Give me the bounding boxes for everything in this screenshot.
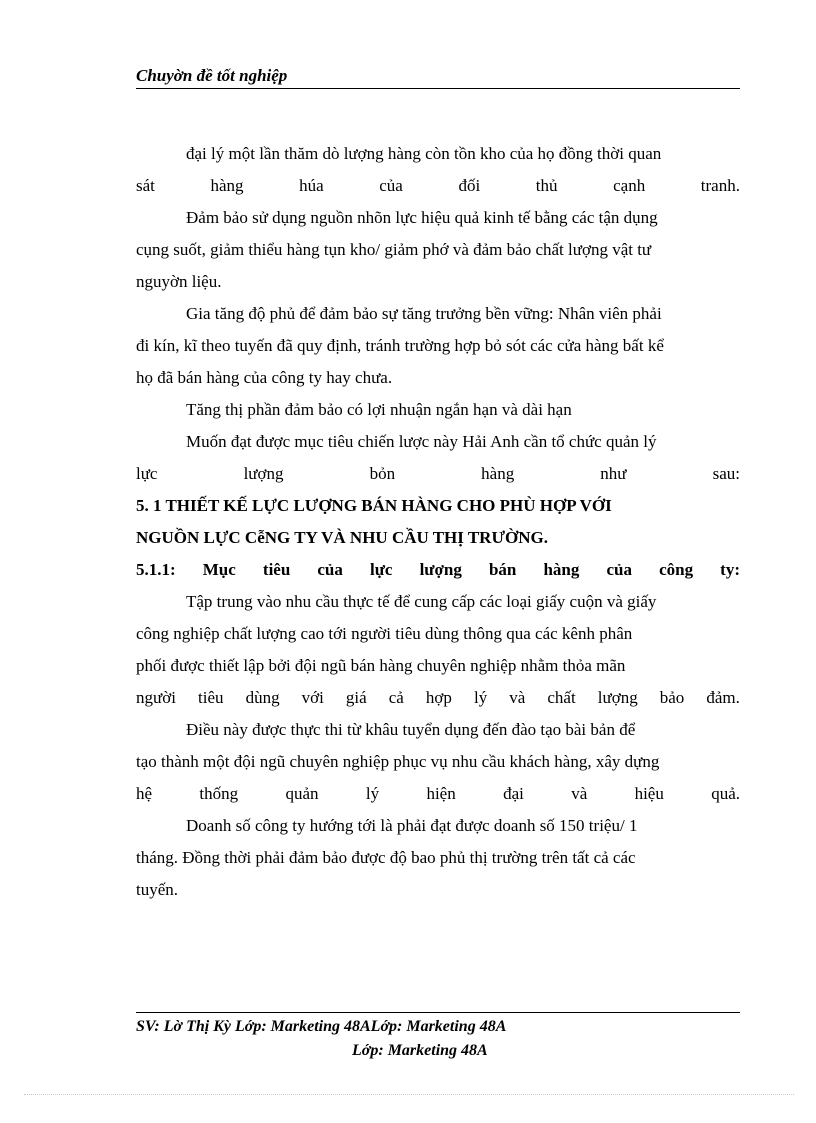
word: quả.	[711, 784, 740, 803]
word: chất	[547, 688, 576, 707]
word: lượng	[243, 464, 284, 483]
word: giá	[345, 688, 367, 707]
word: húa	[299, 176, 324, 195]
word: cả	[388, 688, 404, 707]
word: hiệu	[634, 784, 664, 803]
text-line: cụng suốt, giảm thiểu hàng tụn kho/ giảm phớ và đảm bảo chất lượng vật tư	[136, 240, 652, 259]
document-body	[136, 138, 740, 906]
text-line: Doanh số công ty hướng tới là phải đạt được doanh số 150 triệu/ 1	[186, 816, 638, 835]
page-header: Chuyờn đề tốt nghiệp	[136, 64, 740, 89]
word: lượng	[597, 688, 638, 707]
word: đại	[503, 784, 524, 803]
word: dùng	[245, 688, 280, 707]
justified-line	[136, 778, 740, 810]
word: thống	[199, 784, 239, 803]
text-line: Muốn đạt được mục tiêu chiến lược này Hải Anh cần tổ chức quản lý	[186, 432, 657, 451]
word: đảm.	[706, 688, 740, 707]
word: hợp	[425, 688, 452, 707]
word: như	[600, 464, 627, 483]
word: công	[659, 560, 694, 579]
word: Mục	[202, 560, 236, 579]
subsection-heading	[136, 554, 740, 586]
word: đối	[458, 176, 481, 195]
justified-line	[136, 170, 740, 202]
text-line: phối được thiết lập bởi đội ngũ bán hàng chuyên nghiệp nhằm thỏa mãn	[136, 656, 626, 675]
section-heading: NGUỒN LỰC CễNG TY VÀ NHU CẦU THỊ TRƯỜNG.	[136, 528, 548, 547]
word: tiêu	[198, 688, 224, 707]
word: với	[301, 688, 324, 707]
text-line: Gia tăng độ phủ để đảm bảo sự tăng trưởng bền vững: Nhân viên phải	[186, 304, 662, 323]
page-bottom-dotted-rule	[24, 1094, 794, 1095]
text-line: đại lý một lần thăm dò lượng hàng còn tồn kho của họ đồng thời quan	[186, 144, 662, 163]
word: sát	[136, 176, 155, 195]
word: hệ	[136, 784, 153, 803]
text-line: công nghiệp chất lượng cao tới người tiêu dùng thông qua các kênh phân	[136, 624, 633, 643]
word: bán	[488, 560, 517, 579]
text-line: tháng. Đồng thời phải đảm bảo được độ bao phủ thị trường trên tất cả các	[136, 848, 636, 867]
text-line: tạo thành một đội ngũ chuyên nghiệp phục vụ nhu cầu khách hàng, xây dựng	[136, 752, 660, 771]
text-line: Tăng thị phần đảm bảo có lợi nhuận ngắn hạn và dài hạn	[186, 400, 572, 419]
word: lực	[369, 560, 393, 579]
word: của	[317, 560, 343, 579]
text-line: đi kín, kĩ theo tuyến đã quy định, tránh trường hợp bỏ sót các cửa hàng bất kể	[136, 336, 664, 355]
justified-line	[136, 682, 740, 714]
section-heading: 5. 1 THIẾT KẾ LỰC LƯỢNG BÁN HÀNG CHO PHÙ HỢP VỚI	[136, 496, 612, 515]
text-line: tuyến.	[136, 880, 179, 899]
footer-divider	[136, 1012, 740, 1013]
word: lý	[473, 688, 488, 707]
word: hàng	[210, 176, 244, 195]
text-line: Điều này được thực thi từ khâu tuyển dụng đến đào tạo bài bản để	[186, 720, 636, 739]
word: ty:	[720, 560, 740, 579]
text-line: Đảm bảo sử dụng nguồn nhõn lực hiệu quả kinh tế bằng các tận dụng	[186, 208, 658, 227]
word: quản	[285, 784, 319, 803]
text-line: họ đã bán hàng của công ty hay chưa.	[136, 368, 393, 387]
word: thủ	[535, 176, 558, 195]
word: lượng	[419, 560, 462, 579]
word: cạnh	[613, 176, 646, 195]
word: của	[379, 176, 403, 195]
word: người	[136, 688, 176, 707]
page-footer-line2: Lớp: Marketing 48A	[352, 1042, 488, 1059]
page-footer: SV: Lờ Thị Kỳ Lớp: Marketing 48ALớp: Marketing 48A	[136, 1018, 507, 1035]
word: 5.1.1:	[136, 560, 176, 579]
justified-line	[136, 458, 740, 490]
word: lực	[136, 464, 158, 483]
text-line: Tập trung vào nhu cầu thực tế để cung cấp các loại giấy cuộn và giấy	[186, 592, 657, 611]
word: tranh.	[700, 176, 740, 195]
word: hàng	[481, 464, 515, 483]
word: hiện	[426, 784, 456, 803]
text-line: nguyờn liệu.	[136, 272, 222, 291]
word: hàng	[543, 560, 580, 579]
word: bỏn	[369, 464, 396, 483]
word: của	[606, 560, 632, 579]
word: tiêu	[262, 560, 291, 579]
word: lý	[365, 784, 380, 803]
word: và	[509, 688, 526, 707]
word: và	[571, 784, 588, 803]
word: bảo	[659, 688, 685, 707]
word: sau:	[712, 464, 740, 483]
